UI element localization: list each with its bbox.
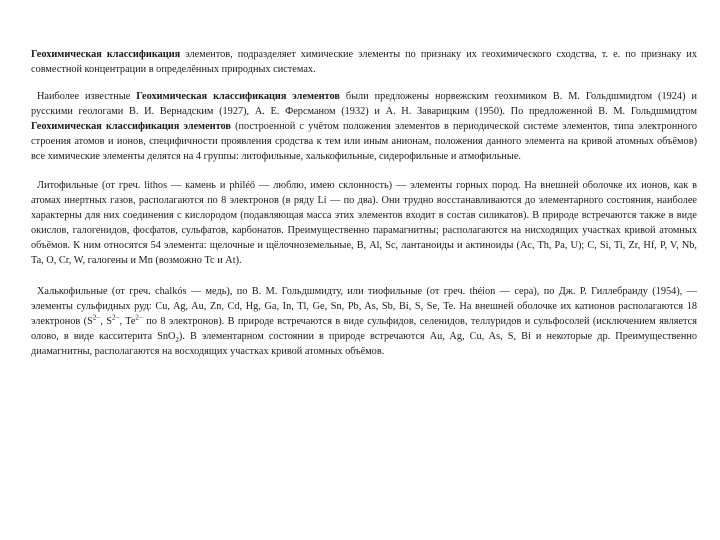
paragraph-text: ). В элементарном состоянии в природе встречаются Au, Ag, Cu, As, S, Bi и некоторые др. Преимущественно диамагнитны, располагаются на восходящих участках кривой атомных объёмов.: [31, 331, 697, 357]
paragraph-text: Литофильные (от греч. lithos — камень и philéō — люблю, имею склонность) — элементы горных пород. На внешней оболочке их ионов, как в атомах инертных газов, располагаются по 8 электронов (в ряду Li — по два). Они трудно восстанавливаются до элементарного состояния, наиболее характерны для них соединения с кислородом (подавляющая масса этих элементов входит в состав силикатов). В природе встречаются также в виде окислов, галогенидов, фосфатов, сульфатов, карбонатов. Преимущественно парамагнитны; располагаются на нисходящих участках кривой атомных объёмов. К ним относятся 54 элемента: щелочные и щёлочноземельные, В, Al, Sc, лантаноиды и актиноиды (Ac, Th, Pa, U); С, Si, Ti, Zr, Hf, P, V, Nb, Ta, O, Cr, W, галогены и Mn (возможно Tc и At).: [31, 180, 697, 266]
paragraph-chalcophile: [31, 284, 697, 359]
charge-superscript: 2−: [92, 313, 101, 322]
formula-subscript: 2: [175, 336, 179, 345]
charge-superscript: 2−: [135, 313, 143, 322]
term-bold: Геохимическая классификация элементов: [31, 121, 231, 132]
paragraph-text: Наиболее известные: [37, 91, 137, 102]
paragraph-text: (построенной с учётом положения элементов в периодической системе элементов, типа электронного строения атомов и ионов, специфичности проявления сродства к тем или иным анионам, положения данного элемента на кривой атомных объёмов) все химические элементы делятся на 4 группы: литофильные, халькофильные, сидерофильные и атмофильные.: [31, 121, 698, 162]
paragraph-text: , Te: [119, 316, 136, 327]
paragraph-text: были предложены норвежским геохимиком В. М. Гольдшмидтом (1924) и русскими геологами В. И. Вернадским (1927), А. Е. Ферсманом (1932) и А. Н. Заварицким (1950). По предложенной В. М. Гольдшмидтом: [31, 91, 697, 117]
paragraph-lithophile: [31, 178, 697, 268]
paragraph-text: Халькофильные (от греч. chalkós — медь), по В. М. Гольдшмидту, или тиофильные (от греч. théion — сера), по Дж. Р. Гиллебранду (1954), — элементы сульфидных руд: Cu, Ag, Au, Zn, Cd, Hg, Ga, In, Tl, Ge, Sn, Pb, As, Sb, Bi, S, Se, Te. На внешней оболочке их катионов располагаются 18 электронов (S: [31, 286, 697, 327]
paragraph-history: [31, 89, 697, 164]
paragraph-text: элементов, подразделяет химические элементы по признаку их геохимического сходства, т. е. по признаку их совместной концентрации в определённых природных системах.: [31, 49, 697, 75]
paragraph-text: по 8 электронов). В природе встречаются в виде сульфидов, селенидов, теллуридов и сульфосолей (исключением является олово, в виде касситерита SnO: [31, 316, 697, 342]
term-bold: Геохимическая классификация: [31, 49, 181, 60]
paragraph-definition: [31, 47, 697, 77]
charge-superscript: 2−: [112, 313, 120, 322]
paragraph-text: , S: [100, 316, 113, 327]
term-bold: Геохимическая классификация элементов: [136, 91, 340, 102]
